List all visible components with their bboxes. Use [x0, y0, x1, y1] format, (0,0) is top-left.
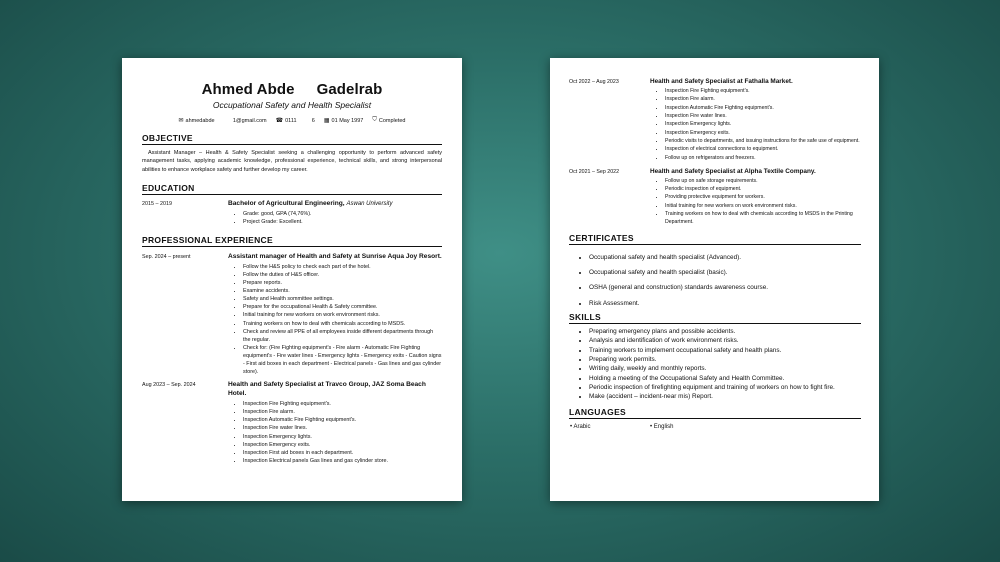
- job-date: Aug 2023 – Sep. 2024: [142, 382, 196, 389]
- skill-item: • Analysis and identification of work environment risks.: [589, 336, 861, 345]
- job-bullet: • Follow the duties of H&S officer.: [243, 271, 442, 279]
- objective-text: Assistant Manager – Health & Safety Specialist seeking a challenging opportunity to perform advanced safety management tasks, applying academic knowledge, professional experience, technical skills, and strong interpersonal abilities to enhance workplace safety and further develop my career.: [142, 150, 442, 173]
- certificate-item: • Occupational safety and health specialist (Advanced).: [589, 250, 861, 265]
- phone-icon: ☎: [275, 118, 284, 124]
- education-entry: [142, 200, 442, 226]
- skill-item: • Make (accident – incident-near mis) Report.: [589, 392, 861, 401]
- job-bullet: • Inspection of electrical connections to equipment.: [665, 145, 861, 153]
- language-item: • Arabic: [570, 424, 591, 431]
- objective-heading: OBJECTIVE: [142, 133, 442, 145]
- job-bullet: • Check and review all PPE of all employees inside different departments through the regular.: [243, 328, 442, 344]
- job-bullet: • Providing protective equipment for workers.: [665, 193, 861, 201]
- job-bullet: • Inspection Fire alarm.: [243, 408, 442, 416]
- job-date: Sep. 2024 – present: [142, 253, 191, 260]
- job-bullet: • Periodic visits to departments, and issuing instructions for the safe use of equipment.: [665, 137, 861, 145]
- skill-item: • Training workers to implement occupational safety and health plans.: [589, 346, 861, 355]
- job-bullet: • Prepare for the occupational Health & Safety committee.: [243, 303, 442, 311]
- skill-item: • Preparing work permits.: [589, 355, 861, 364]
- job-date: Oct 2021 – Sep 2022: [569, 168, 620, 175]
- certificate-item: • Risk Assessment.: [589, 296, 861, 311]
- language-name: English: [653, 424, 674, 431]
- job-role: Health and Safety Specialist at Alpha Textile Company.: [650, 167, 816, 175]
- education-bullet: • Grade: good, GPA (74,76%).: [243, 210, 442, 218]
- job-role: Health and Safety Specialist at Fathalla Market.: [650, 78, 793, 85]
- resume-page-1: [122, 58, 462, 501]
- job-bullet: • Inspection First aid boxes in each department.: [243, 449, 442, 457]
- education-bullets: [228, 210, 442, 226]
- job-role: Assistant manager of Health and Safety at Sunrise Aqua Joy Resort.: [228, 252, 442, 260]
- skills-list: [569, 327, 861, 401]
- education-date: 2015 – 2019: [142, 200, 172, 207]
- email-icon: ✉: [178, 118, 184, 124]
- experience-list: [142, 253, 442, 465]
- contact-text: Completed: [378, 117, 406, 124]
- job-bullet: • Inspection Fire water lines.: [665, 112, 861, 120]
- education-bullet: • Project Grade: Excellent.: [243, 218, 442, 226]
- job-bullet: • Initial training for new workers on work environment risks.: [243, 311, 442, 319]
- job-bullet: • Training workers on how to deal with chemicals according to MSDS.: [243, 320, 442, 328]
- job-bullet: • Inspection Fire alarm.: [665, 95, 861, 103]
- skill-item: • Preparing emergency plans and possible accidents.: [589, 327, 861, 336]
- contact-bar: [142, 117, 442, 124]
- job-bullet: • Follow up on refrigerators and freezers.: [665, 154, 861, 162]
- job-bullet: • Follow the H&S policy to check each part of the hotel.: [243, 263, 442, 271]
- job-bullet: • Inspection Emergency lights.: [243, 433, 442, 441]
- certificate-item: • Occupational safety and health specialist (basic).: [589, 265, 861, 280]
- skills-heading: SKILLS: [569, 312, 861, 324]
- job-entry: [569, 78, 861, 162]
- job-body: [650, 78, 861, 162]
- job-bullets: [228, 263, 442, 377]
- job-entry: [142, 381, 442, 465]
- job-bullets: [650, 87, 861, 162]
- job-title: Occupational Safety and Health Specialist: [212, 100, 372, 110]
- contact-item: [179, 117, 267, 124]
- job-bullet: • Prepare reports.: [243, 279, 442, 287]
- name-first: Ahmed Abde: [201, 81, 295, 98]
- job-bullet: • Safety and Health sommittee settings.: [243, 295, 442, 303]
- job-body: [228, 253, 442, 376]
- contact-item: [324, 117, 363, 124]
- job-bullet: • Inspection Emergency lights.: [665, 120, 861, 128]
- job-bullet: • Inspection Automatic Fire Fighting equipment's.: [665, 104, 861, 112]
- contact-item: [372, 117, 405, 124]
- education-heading: EDUCATION: [142, 183, 442, 195]
- job-body: [650, 168, 861, 227]
- job-bullet: • Training workers on how to deal with chemicals according to MSDS in the Printing Department.: [665, 210, 861, 227]
- contact-item: [276, 117, 315, 124]
- skill-item: • Periodic inspection of firefighting equipment and training of workers on how to fight fire.: [589, 383, 861, 392]
- university: Aswan University: [346, 200, 393, 207]
- job-bullet: • Check for: (Fire Fighting equipment's - Fire alarm - Automatic Fire Fighting equipment's - Fire water lines - Emergency lights - Emergency exits - Caution signs - First aid boxes in each department - Electrical panels - Gas lines and gas cylinder store).: [243, 344, 442, 376]
- certificate-item: • OSHA (general and construction) standards awareness course.: [589, 280, 861, 295]
- redaction: [295, 84, 317, 96]
- job-body: [228, 381, 442, 465]
- candidate-name: [142, 81, 442, 98]
- certificates-heading: CERTIFICATES: [569, 233, 861, 245]
- job-bullet: • Inspection Electrical panels Gas lines and gas cylinder store.: [243, 457, 442, 465]
- job-bullet: • Examine accidents.: [243, 287, 442, 295]
- shield-icon: ⛉: [372, 117, 377, 123]
- job-bullets: [650, 177, 861, 227]
- certificates-list: [569, 250, 861, 312]
- experience-list-continued: [569, 78, 861, 227]
- languages-heading: LANGUAGES: [569, 407, 861, 419]
- name-last: Gadelrab: [316, 81, 383, 98]
- experience-heading: PROFESSIONAL EXPERIENCE: [142, 235, 442, 247]
- job-entry: [569, 168, 861, 227]
- skill-item: • Writing daily, weekly and monthly reports.: [589, 364, 861, 373]
- degree: Bachelor of Agricultural Engineering,: [228, 199, 345, 207]
- language-name: Arabic: [573, 424, 591, 431]
- skill-item: • Holding a meeting of the Occupational Safety and Health Committee.: [589, 374, 861, 383]
- job-bullet: • Inspection Automatic Fire Fighting equipment's.: [243, 416, 442, 424]
- resume-page-2: [550, 58, 879, 501]
- calendar-icon: ▦: [323, 118, 330, 124]
- job-bullet: • Initial training for new workers on work environment risks.: [665, 202, 861, 210]
- job-bullet: • Inspection Emergency exits.: [665, 129, 861, 137]
- contact-text: ahmedabde 1@gmail.com: [185, 117, 267, 124]
- job-bullet: • Inspection Fire Fighting equipment's.: [665, 87, 861, 95]
- contact-text: 0111 6: [285, 117, 315, 124]
- job-bullet: • Inspection Emergency exits.: [243, 441, 442, 449]
- job-entry: [142, 253, 442, 376]
- language-item: • English: [650, 424, 674, 431]
- job-bullet: • Follow up on safe storage requirements.: [665, 177, 861, 185]
- job-bullet: • Inspection Fire water lines.: [243, 424, 442, 432]
- job-bullet: • Periodic inspection of equipment.: [665, 185, 861, 193]
- languages-list: [569, 424, 861, 430]
- job-date: Oct 2022 – Aug 2023: [569, 79, 619, 85]
- job-bullets: [228, 400, 442, 465]
- job-role: Health and Safety Specialist at Travco Group, JAZ Soma Beach Hotel.: [228, 381, 426, 398]
- job-bullet: • Inspection Fire Fighting equipment's.: [243, 400, 442, 408]
- contact-text: 01 May 1997: [331, 117, 364, 124]
